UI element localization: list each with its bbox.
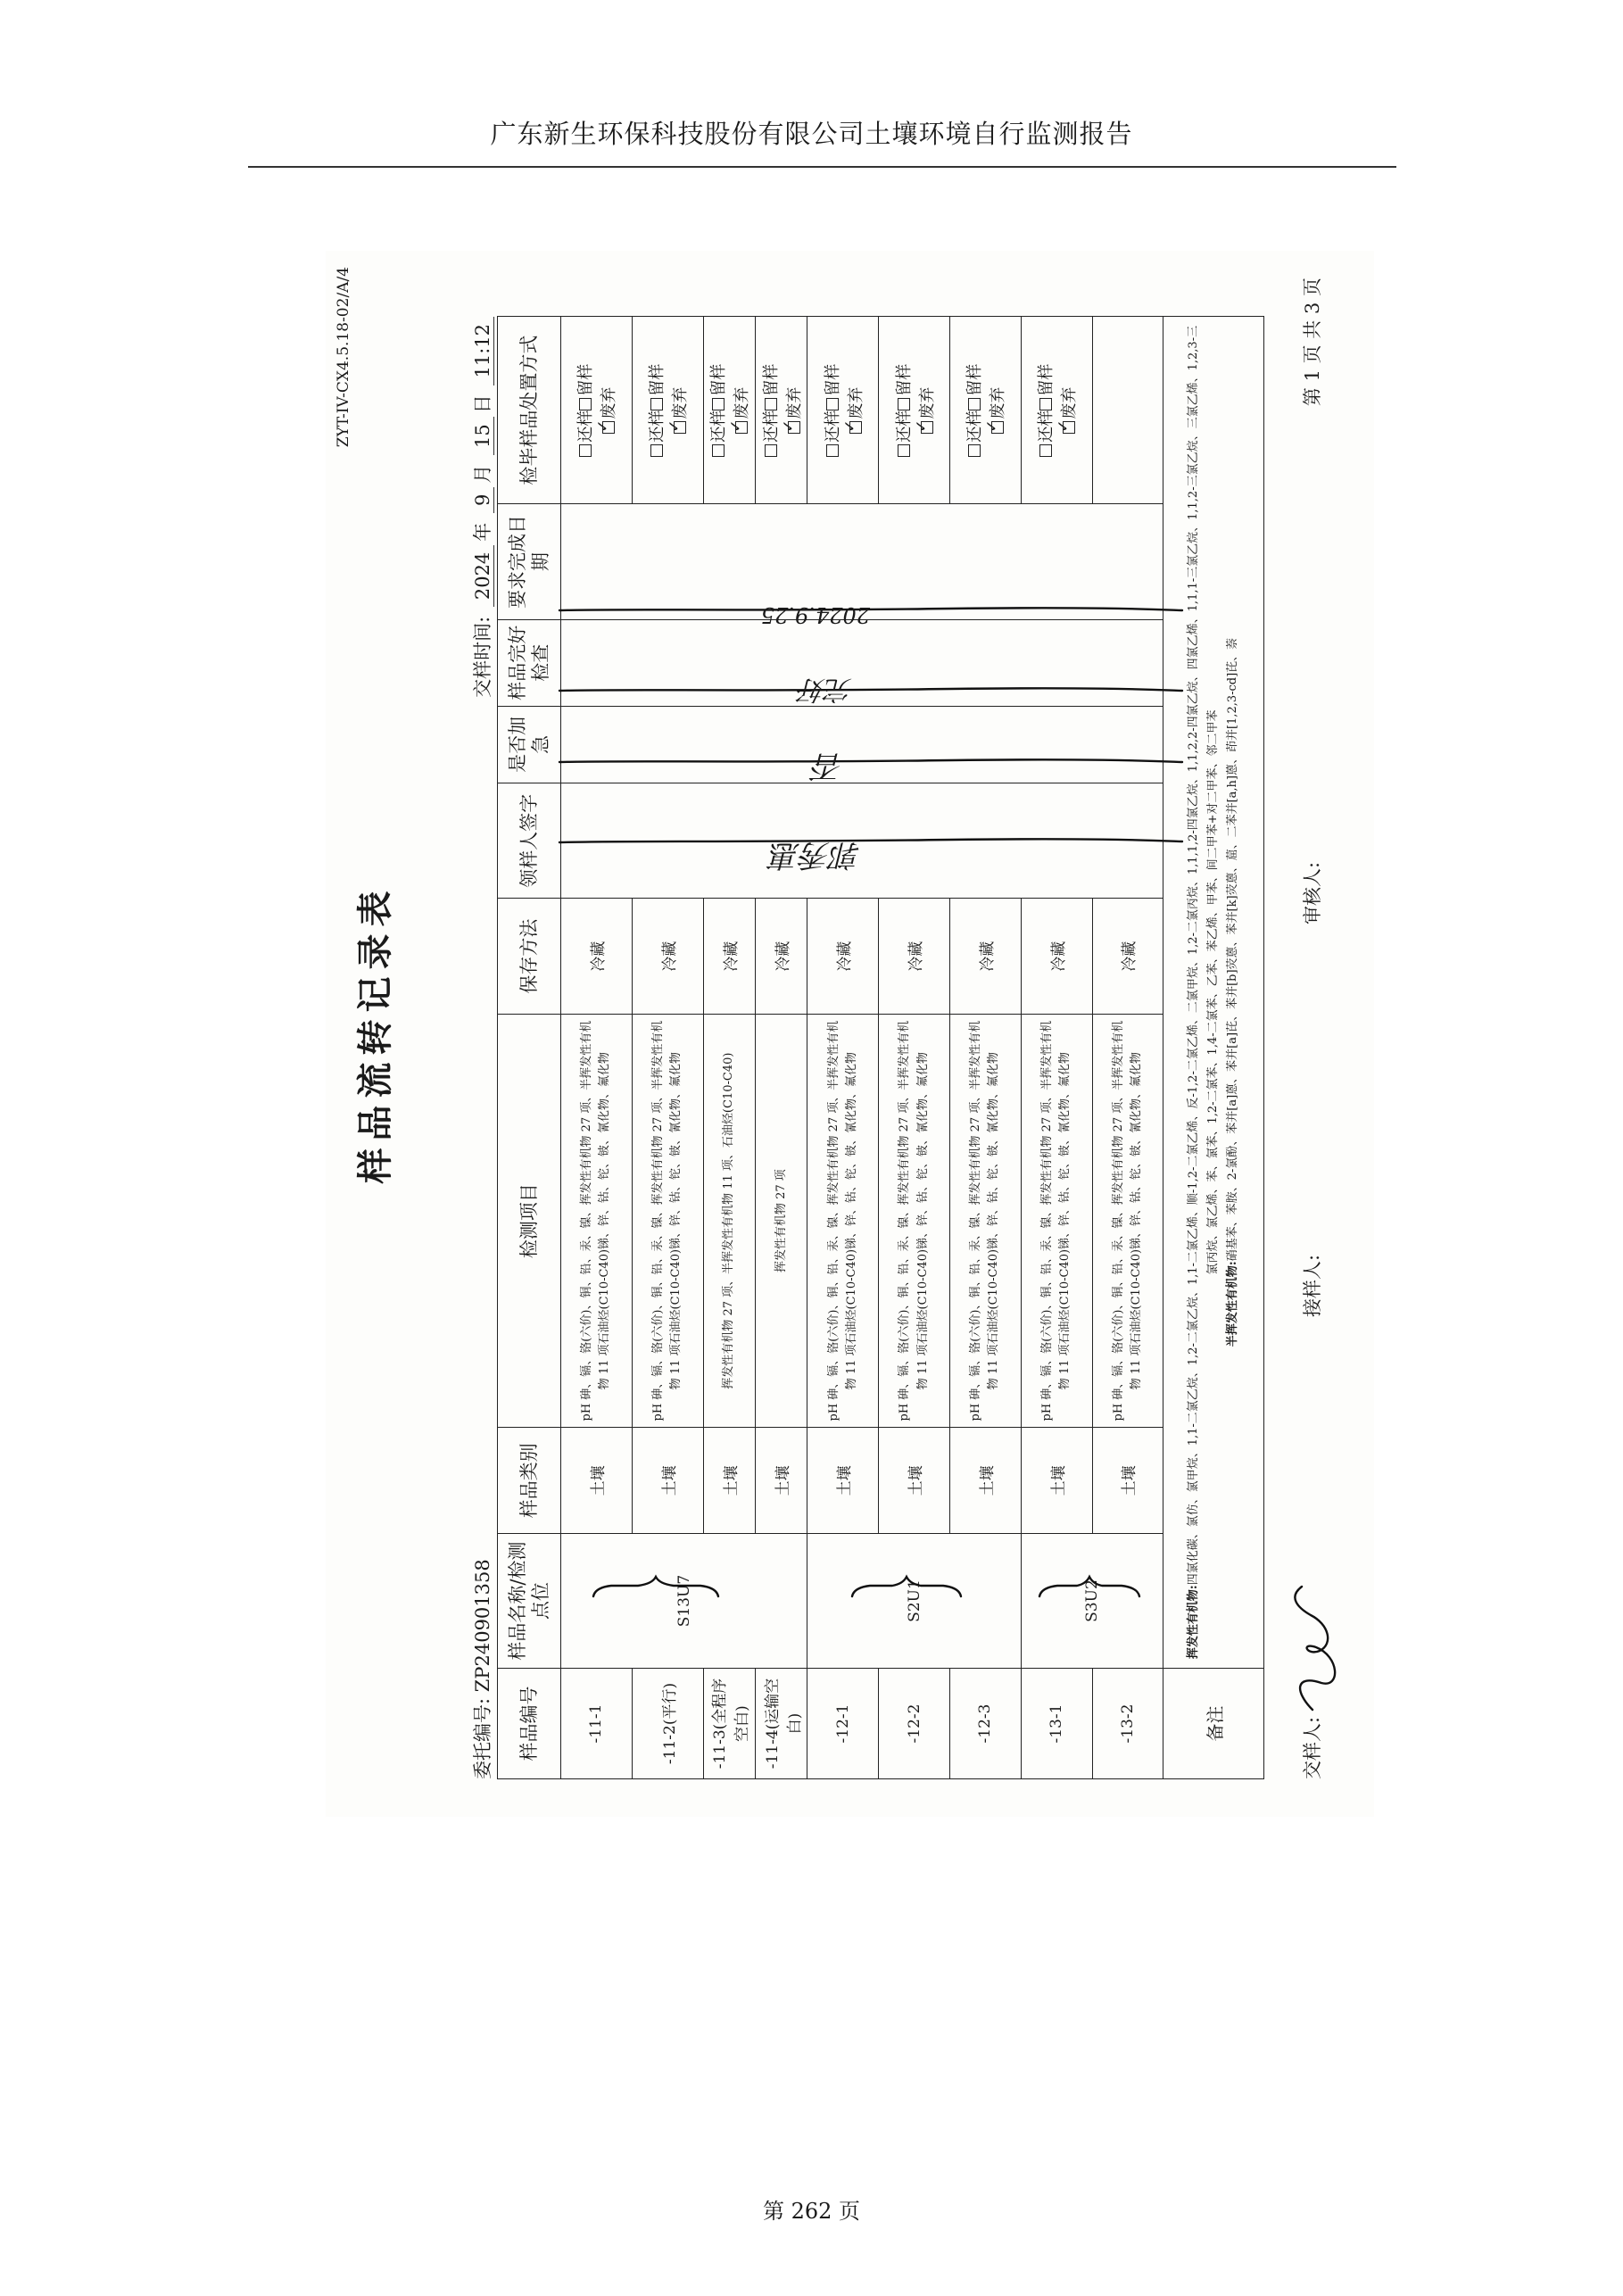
sample-category: 土壤 — [703, 1428, 755, 1534]
svoc-list: 硝基苯、苯胺、2-氯酚、苯并[a]蒽、苯并[a]芘、苯并[b]荧蒽、苯并[k]荧蒽、䓛、二苯并[a,h]蒽、茚并[1,2,3-cd]芘、萘 — [1226, 637, 1240, 1262]
report-header-title: 广东新生环保科技股份有限公司土壤环境自行监测报告 — [490, 119, 1133, 149]
sample-id: -11-1 — [561, 1669, 633, 1779]
voc-list: 四氯化碳、氯仿、氯甲烷、1,1-二氯乙烷、1,2-二氯乙烷、1,1-二氯乙烯、顺-1,2-二氯乙烯、反-1,2-二氯乙烯、二氯甲烷、1,2-二氯丙烷、1,1,1,2-四氯乙烷、1,1,2,2-四氯乙烷、四氯乙烯、1,1,1-三氯乙烷、1,1,2-三氯乙烷、三氯乙烯、1,2,3-三氯丙烷、氯乙烯、苯、氯苯、1,2-二氯苯、1,4-二氯苯、乙苯、苯乙烯、甲苯、间二甲苯+对二甲苯、邻二甲苯 — [1187, 325, 1221, 1586]
header-rule — [248, 166, 1396, 168]
notes-label: 备注 — [1163, 1669, 1264, 1779]
handwritten-annotations — [326, 251, 1374, 1817]
col-receiver-sign: 领样人签字 — [498, 783, 561, 899]
handover-day: 15 — [472, 417, 494, 455]
form-title: 样品流转记录表 — [354, 883, 396, 1184]
sample-id: -12-2 — [879, 1669, 950, 1779]
disposal-options: 还样留样 ✓废弃 — [703, 317, 755, 504]
storage-method: 冷藏 — [879, 899, 950, 1014]
disposal-options: 还样留样 ✓废弃 — [949, 317, 1021, 504]
sample-category: 土壤 — [879, 1428, 950, 1534]
handwritten-line-icon — [559, 759, 1182, 762]
voc-label: 挥发性有机物: — [1187, 1585, 1201, 1660]
test-items: pH 砷、镉、铬(六价)、铜、铅、汞、镍、挥发性有机物 27 项、半挥发性有机物 11 项石油烃(C10-C40)锑、锌、钴、铊、铍、氰化物、氟化物 — [1092, 1014, 1163, 1428]
col-sample-id: 样品编号 — [498, 1669, 561, 1779]
sender-signature-icon — [1295, 1587, 1335, 1710]
sample-category: 土壤 — [807, 1428, 879, 1534]
storage-method: 冷藏 — [632, 899, 703, 1014]
col-urgent: 是否加急 — [498, 706, 561, 783]
form-page-indicator: 第 1 页 共 3 页 — [1302, 278, 1323, 407]
svoc-label: 半挥发性有机物: — [1226, 1261, 1240, 1347]
handwritten-line-icon — [559, 688, 1182, 691]
test-items: pH 砷、镉、铬(六价)、铜、铅、汞、镍、挥发性有机物 27 项、半挥发性有机物 11 项石油烃(C10-C40)锑、锌、钴、铊、铍、氰化物、氟化物 — [632, 1014, 703, 1428]
sender-field: 交样人: — [1302, 1716, 1323, 1779]
handover-month: 9 — [472, 487, 494, 513]
storage-method: 冷藏 — [561, 899, 633, 1014]
test-items: pH 砷、镉、铬(六价)、铜、铅、汞、镍、挥发性有机物 27 项、半挥发性有机物 11 项石油烃(C10-C40)锑、锌、钴、铊、铍、氰化物、氟化物 — [949, 1014, 1021, 1428]
handover-label: 交样时间: — [472, 616, 493, 698]
sample-site: S2U1 — [807, 1534, 1021, 1669]
sample-category: 土壤 — [561, 1428, 633, 1534]
year-label: 年 — [472, 522, 493, 542]
test-items: 挥发性有机物 27 项 — [755, 1014, 807, 1428]
sample-id: -13-2 — [1092, 1669, 1163, 1779]
form-code: ZYT-IV-CX4.5.18-02/A/4 — [335, 267, 352, 448]
due-date-handwritten: 2024.9.25 — [760, 602, 870, 627]
col-intact-check: 样品完好检查 — [498, 619, 561, 706]
scanned-form — [326, 251, 1374, 1817]
brace-icon — [1039, 1577, 1139, 1596]
sample-id: -11-4(运输空白) — [755, 1669, 807, 1779]
handwritten-line-icon — [559, 839, 1182, 842]
page-number: 第 262 页 — [762, 2199, 861, 2224]
day-label: 日 — [472, 394, 493, 414]
col-sample-site: 样品名称/检测点位 — [498, 1534, 561, 1669]
urgent-handwritten: 否 — [813, 748, 843, 783]
disposal-options: 还样留样 ✓废弃 — [561, 317, 633, 504]
receiver-signature: 郭秀惠 — [770, 837, 861, 873]
disposal-options: 还样留样 ✓废弃 — [807, 317, 879, 504]
disposal-options: 还样留样 ✓废弃 — [879, 317, 950, 504]
disposal-options: 还样留样 ✓废弃 — [755, 317, 807, 504]
test-items: pH 砷、镉、铬(六价)、铜、铅、汞、镍、挥发性有机物 27 项、半挥发性有机物 11 项石油烃(C10-C40)锑、锌、钴、铊、铍、氰化物、氟化物 — [879, 1014, 950, 1428]
storage-method: 冷藏 — [755, 899, 807, 1014]
sample-category: 土壤 — [1092, 1428, 1163, 1534]
sample-id: -11-2(平行) — [632, 1669, 703, 1779]
test-items: pH 砷、镉、铬(六价)、铜、铅、汞、镍、挥发性有机物 27 项、半挥发性有机物 11 项石油烃(C10-C40)锑、锌、钴、铊、铍、氰化物、氟化物 — [561, 1014, 633, 1428]
reviewer-field: 审核人: — [1302, 861, 1323, 924]
entrust-value: ZP240901358 — [472, 1559, 493, 1693]
sample-site: S3U2 — [1021, 1534, 1163, 1669]
storage-method: 冷藏 — [949, 899, 1021, 1014]
handover-year: 2024 — [472, 545, 494, 607]
storage-method: 冷藏 — [703, 899, 755, 1014]
sample-category: 土壤 — [632, 1428, 703, 1534]
sample-category: 土壤 — [1021, 1428, 1092, 1534]
test-items: 挥发性有机物 27 项、半挥发性有机物 11 项、石油烃(C10-C40) — [703, 1014, 755, 1428]
disposal-options: 还样留样 ✓废弃 — [1021, 317, 1092, 504]
entrust-label: 委托编号: — [472, 1697, 493, 1779]
sample-category: 土壤 — [755, 1428, 807, 1534]
storage-method: 冷藏 — [1092, 899, 1163, 1014]
storage-method: 冷藏 — [1021, 899, 1092, 1014]
sample-site: S13U7 — [561, 1534, 807, 1669]
col-disposal: 检毕样品处置方式 — [498, 317, 561, 504]
col-due-date: 要求完成日期 — [498, 504, 561, 619]
brace-icon — [593, 1577, 718, 1596]
month-label: 月 — [472, 464, 493, 484]
handover-clock: 11:12 — [472, 317, 494, 385]
test-items: pH 砷、镉、铬(六价)、铜、铅、汞、镍、挥发性有机物 27 项、半挥发性有机物 11 项石油烃(C10-C40)锑、锌、钴、铊、铍、氰化物、氟化物 — [807, 1014, 879, 1428]
sample-id: -12-1 — [807, 1669, 879, 1779]
sample-category: 土壤 — [949, 1428, 1021, 1534]
receiver-field: 接样人: — [1302, 1254, 1323, 1317]
sample-id: -13-1 — [1021, 1669, 1092, 1779]
intact-handwritten: 完好 — [799, 674, 852, 705]
rotated-form-content — [326, 251, 1374, 1817]
disposal-options: 还样留样 ✓废弃 — [632, 317, 703, 504]
sample-id: -12-3 — [949, 1669, 1021, 1779]
sample-id: -11-3(全程序空白) — [703, 1669, 755, 1779]
col-category: 样品类别 — [498, 1428, 561, 1534]
handwritten-line-icon — [559, 608, 1182, 610]
col-storage: 保存方法 — [498, 899, 561, 1014]
storage-method: 冷藏 — [807, 899, 879, 1014]
col-test-items: 检测项目 — [498, 1014, 561, 1428]
brace-icon — [852, 1577, 961, 1596]
test-items: pH 砷、镉、铬(六价)、铜、铅、汞、镍、挥发性有机物 27 项、半挥发性有机物 11 项石油烃(C10-C40)锑、锌、钴、铊、铍、氰化物、氟化物 — [1021, 1014, 1092, 1428]
